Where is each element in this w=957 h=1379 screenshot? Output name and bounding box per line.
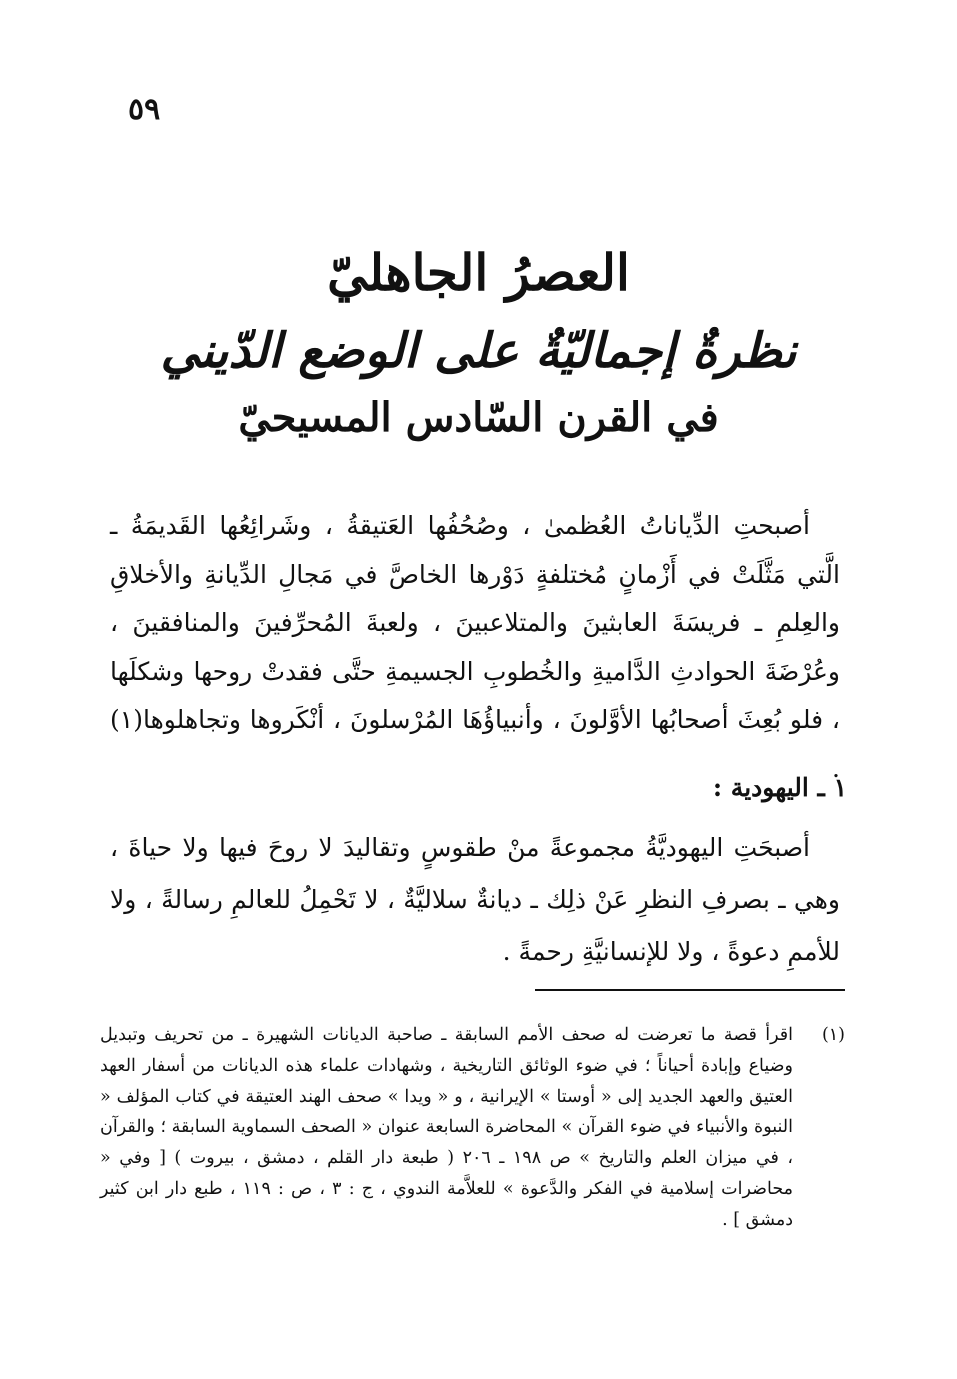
- footnote-marker: (١): [821, 1025, 845, 1045]
- page-number: ٥٩: [128, 92, 161, 127]
- chapter-title: العصرُ الجاهليّ: [327, 243, 630, 302]
- section-heading: ١ ـ اليهودية :: [712, 773, 847, 802]
- chapter-subtitle: نظرةٌ إجماليّةٌ على الوضع الدّيني: [160, 323, 797, 379]
- intro-paragraph: أصبحتِ الدِّياناتُ العُظمىٰ ، وصُحُفُها العَتيقةُ ، وشَرائِعُها القَديمَةُ ـ الَّتي مَثَّلَتْ في أَزْمانٍ مُختلفةٍ دَوْرها الخاصَّ في مَجالِ الدِّيانةِ والأخلاقِ والعِلمِ ـ فريسَةَ العابثينَ والمتلاعبينَ ، ولعبةَ المُحرِّفينَ والمنافقينَ ، وعُرْضَةَ الحوادثِ الدَّاميةِ والخُطوبِ الجسيمةِ حتَّى فقدتْ روحها وشكلَها ، فلو بُعِثَ أصحابُها الأوَّلونَ ، وأنبياؤُهَا المُرْسلونَ ، أنْكَروها وتجاهلوها(١) .: [110, 511, 840, 783]
- footnote-separator: [535, 989, 845, 991]
- section-paragraph: أصبحَتِ اليهوديَّةُ مجموعةً منْ طقوسٍ وتقاليدَ لا روحَ فيها ولا حياةَ ، وهي ـ بصرفِ النظرِ عَنْ ذلِك ـ ديانةٌ سلاليَّةٌ ، لا تَحْمِلُ للعالمِ رسالةً ، ولا للأممِ دعوةً ، ولا للإنسانيَّةِ رحمةً .: [110, 833, 840, 966]
- footnote: [100, 1020, 845, 1236]
- footnote-text: اقرأ قصة ما تعرضت له صحف الأمم السابقة ـ صاحبة الديانات الشهيرة ـ من تحريف وتبديل وضياع وإبادة أحياناً ؛ في ضوء الوثائق التاريخية ، وشهادات علماء هذه الديانات من أسفار العهد العتيق والعهد الجديد إلى « أوستا » الإيرانية ، و « ويدا » صحف الهند العتيقة في كتاب المؤلف « النبوة والأنبياء في ضوء القرآن » المحاضرة السابعة عنوان « الصحف السماوية السابقة ؛ والقرآن ، في ميزان العلم والتاريخ » ص ١٩٨ ـ ٢٠٦ ( طبعة دار القلم ، دمشق ، بيروت ) [ وفي « محاضرات إسلامية في الفكر والدَّعوة » للعلاَّمة الندوي ، ج : ٣ ، ص : ١١٩ ، طبع دار ابن كثير دمشق ] .: [100, 1025, 793, 1230]
- chapter-subtitle-secondary: في القرن السّادس المسيحيّ: [238, 394, 719, 441]
- chapter-titles: [100, 238, 857, 446]
